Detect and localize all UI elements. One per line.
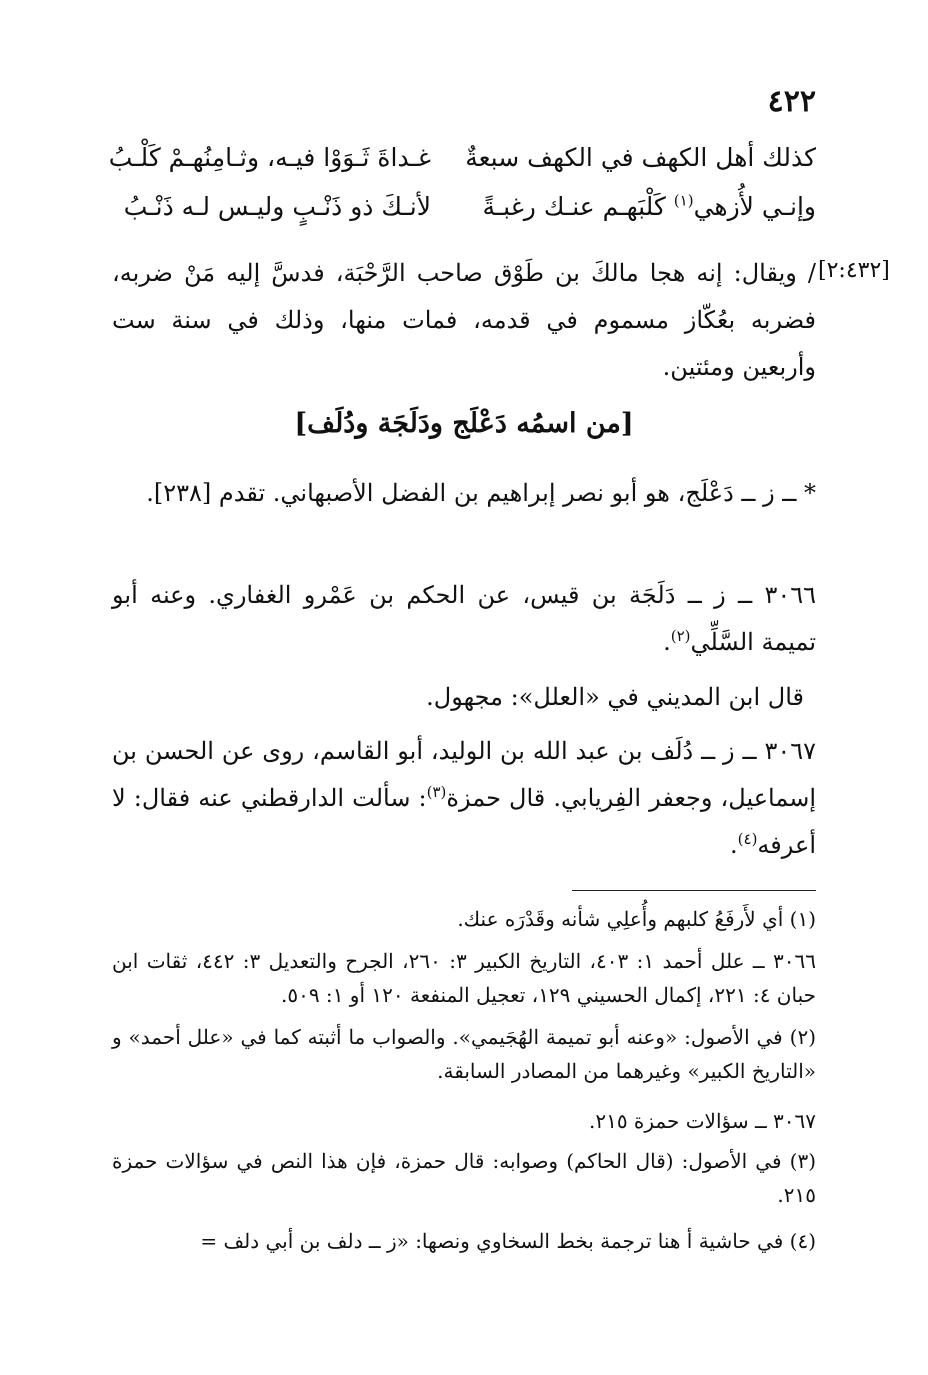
margin-reference: [٢:٤٣٢]	[818, 258, 890, 283]
footnote-4: (٤) في حاشية أ هنا ترجمة بخط السخاوي ونصها: «ز ــ دلف بن أبي دلف =	[200, 1229, 816, 1253]
footnote-1: (١) أي لأَرفَعُ كلبهم وأُعلِي شأنه وقَدْرَه عنك.	[457, 907, 816, 931]
entry-daalaj: * ــ ز ــ دَعْلَج، هو أبو نصر إبراهيم بن الفضل الأصبهاني. تقدم [٢٣٨].	[146, 479, 816, 507]
verse-2-hemistich-1: وإنـي لأُزهي$^{(١)}$ كَلْبَهـم عنـك رغبـةً	[482, 191, 816, 221]
entry-3067: ٣٠٦٧ ــ ز ــ دُلَف بن عبد الله بن الوليد، أبو القاسم، روى عن الحسن بن إسماعيل، وجعفر الفِريابي. قال حمزة$^{(٣)}$: سألت الدارقطني عنه فقال: لا أعرفه$^{(٤)}$.	[112, 737, 816, 859]
entry-3066: ٣٠٦٦ ــ ز ــ دَلَجَة بن قيس، عن الحكم بن عَمْرو الغفاري. وعنه أبو تميمة السَّلِّي$^{(٢)}$.	[112, 581, 816, 656]
footnote-marker-2: (٢)	[670, 627, 691, 645]
footnote-marker-1: (١)	[673, 191, 694, 210]
footnote-separator	[572, 890, 816, 891]
entry-3066-comment: قال ابن المديني في «العلل»: مجهول.	[426, 683, 804, 711]
source-3067: ٣٠٦٧ ــ سؤالات حمزة ٢١٥.	[588, 1109, 816, 1133]
section-heading: [من اسمُه دَعْلَج ودَلَجَة ودُلَف]	[294, 408, 634, 439]
verse-1-hemistich-1: كذلك أهل الكهف في الكهف سبعةٌ	[465, 143, 816, 172]
verse-line-1	[96, 143, 816, 183]
footnote-3: (٣) في الأصول: (قال الحاكم) وصوابه: قال حمزة، فإن هذا النص في سؤالات حمزة ٢١٥.	[112, 1149, 816, 1207]
footnote-2: (٢) في الأصول: «وعنه أبو تميمة الهُجَيمي». والصواب ما أثبته كما في «علل أحمد» و «التاريخ الكبير» وغيرهما من المصادر السابقة.	[112, 1025, 816, 1083]
verse-1-hemistich-2: غـداةَ ثَـوَوْا فيـه، وثـامِنُهـمْ كَلْـبُ	[108, 143, 431, 172]
verse-line-2	[96, 192, 816, 232]
source-3066: ٣٠٦٦ ــ علل أحمد ١: ٤٠٣، التاريخ الكبير ٣: ٢٦٠، الجرح والتعديل ٣: ٤٤٢، ثقات ابن حبان ٤: ٢٢١، إكمال الحسيني ١٢٩، تعجيل المنفعة ١٢٠ أو ١: ٥٠٩.	[112, 949, 816, 1007]
footnote-marker-3: (٣)	[426, 783, 447, 801]
paragraph-story: / ويقال: إنه هجا مالكَ بن طَوْق صاحب الرَّحْبَة، فدسَّ إليه مَنْ ضربه، فضربه بعُكّاز مسموم في قدمه، فمات منها، وذلك في سنة ست وأربعين ومئتين.	[112, 259, 816, 381]
verse-2-hemistich-2: لأنـكَ ذو ذَنْـبٍ وليـس لـه ذَنْـبُ	[123, 192, 431, 221]
page-number: ٤٢٢	[767, 84, 816, 119]
footnote-marker-4: (٤)	[737, 830, 758, 848]
